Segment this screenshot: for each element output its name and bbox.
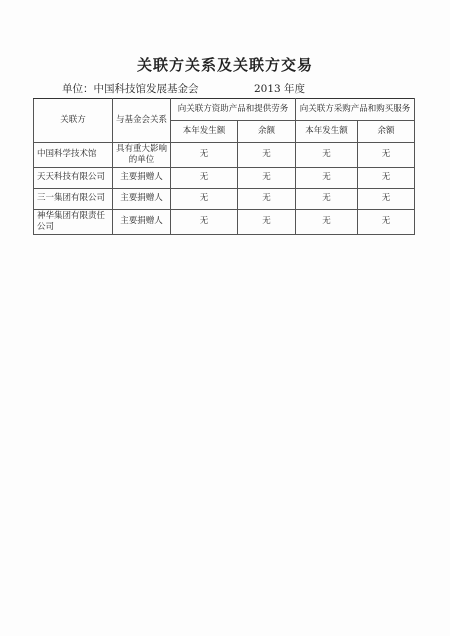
table-row bbox=[34, 168, 415, 189]
relation-cell: 主要捐赠人 bbox=[113, 210, 171, 235]
buy-amount-cell: 无 bbox=[296, 168, 358, 189]
header-buy-balance: 余额 bbox=[358, 121, 415, 143]
party-cell: 天天科技有限公司 bbox=[34, 168, 113, 189]
table-row bbox=[34, 210, 415, 235]
sell-amount-cell: 无 bbox=[171, 143, 238, 168]
table-row bbox=[34, 189, 415, 210]
sell-balance-cell: 无 bbox=[238, 189, 296, 210]
header-group-buy: 向关联方采购产品和购买服务 bbox=[296, 99, 415, 121]
related-party-table bbox=[33, 98, 415, 235]
page-title: 关联方关系及关联方交易 bbox=[136, 56, 313, 74]
header-buy-amount: 本年发生额 bbox=[296, 121, 358, 143]
sell-balance-cell: 无 bbox=[238, 143, 296, 168]
buy-balance-cell: 无 bbox=[358, 189, 415, 210]
buy-amount-cell: 无 bbox=[296, 143, 358, 168]
buy-balance-cell: 无 bbox=[358, 143, 415, 168]
header-sell-amount: 本年发生额 bbox=[171, 121, 238, 143]
header-relation: 与基金会关系 bbox=[113, 99, 171, 143]
buy-balance-cell: 无 bbox=[358, 168, 415, 189]
relation-cell: 主要捐赠人 bbox=[113, 189, 171, 210]
table-row bbox=[34, 143, 415, 168]
party-cell: 三一集团有限公司 bbox=[34, 189, 113, 210]
header-group-sell: 向关联方资助产品和提供劳务 bbox=[171, 99, 296, 121]
sell-amount-cell: 无 bbox=[171, 168, 238, 189]
relation-cell: 具有重大影响的单位 bbox=[113, 143, 171, 168]
buy-amount-cell: 无 bbox=[296, 210, 358, 235]
sell-balance-cell: 无 bbox=[238, 210, 296, 235]
sell-amount-cell: 无 bbox=[171, 210, 238, 235]
sell-amount-cell: 无 bbox=[171, 189, 238, 210]
header-sell-balance: 余额 bbox=[238, 121, 296, 143]
relation-cell: 主要捐赠人 bbox=[113, 168, 171, 189]
party-cell: 中国科学技术馆 bbox=[34, 143, 113, 168]
party-cell: 神华集团有限责任公司 bbox=[34, 210, 113, 235]
buy-amount-cell: 无 bbox=[296, 189, 358, 210]
unit-label: 单位：中国科技馆发展基金会 bbox=[62, 83, 199, 95]
buy-balance-cell: 无 bbox=[358, 210, 415, 235]
sell-balance-cell: 无 bbox=[238, 168, 296, 189]
header-party: 关联方 bbox=[34, 99, 113, 143]
year-label: 2013 年度 bbox=[254, 83, 306, 95]
